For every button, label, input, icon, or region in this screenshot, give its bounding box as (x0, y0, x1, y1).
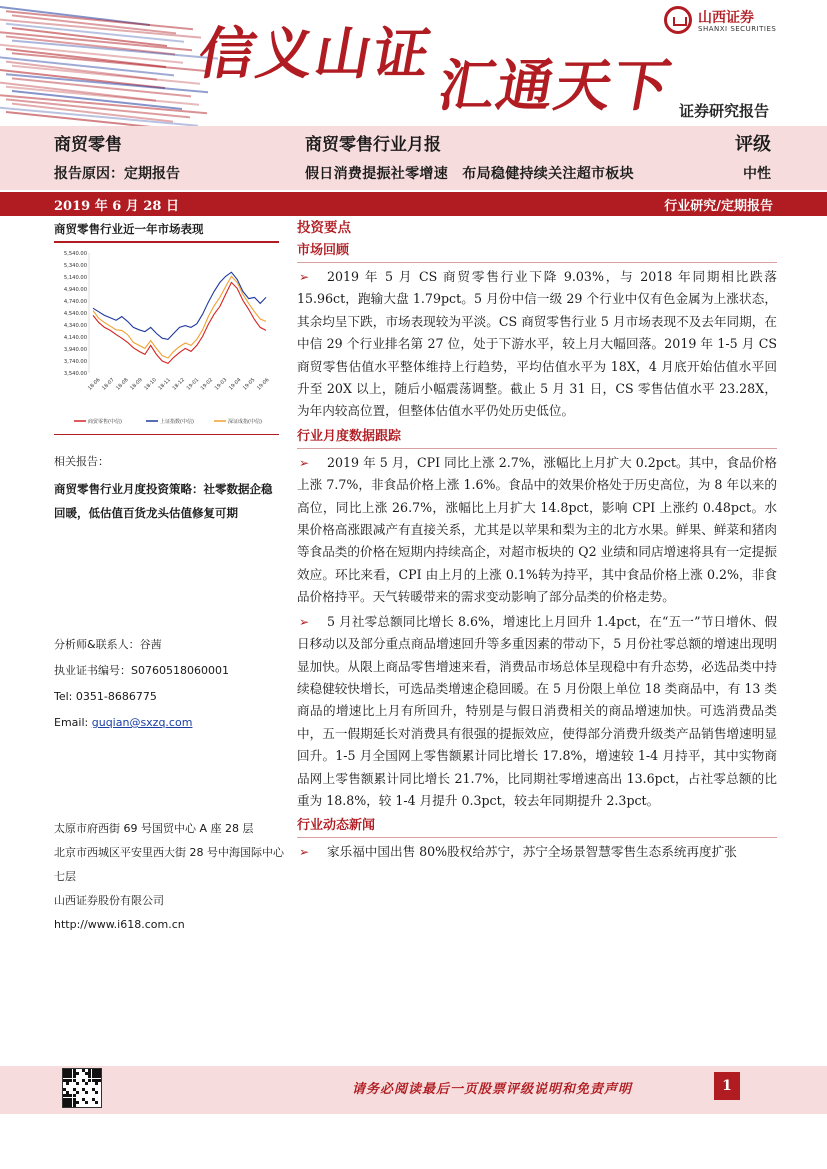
sector-name: 商贸零售 (54, 135, 122, 155)
y-tick-label: 3,940.00 (63, 347, 87, 353)
analyst-info (54, 632, 279, 736)
x-tick-label: 19-06 (256, 377, 271, 392)
news-item: ➢ 家乐福中国出售 80%股权给苏宁，苏宁全场景智慧零售生态系统再度扩张 (297, 841, 777, 863)
market-performance-chart (54, 245, 279, 435)
x-tick-label: 19-05 (241, 377, 257, 392)
y-tick-label: 4,140.00 (63, 335, 87, 341)
series-line (93, 272, 266, 339)
x-tick-label: 18-12 (171, 377, 187, 392)
report-reason: 报告原因：定期报告 (54, 166, 180, 182)
bullet-arrow-icon: ➢ (299, 845, 310, 860)
market-review-paragraph: ➢ 2019 年 5 月 CS 商贸零售行业下降 9.03%，与 2018 年同期相比跌落 15.96ct，跑输大盘 1.79pct。5 月份中信一级 29 个行业中仅有色金属为上涨状态，其余均呈下跌，市场表现较为平淡。CS 商贸零售行业 5 月市场表现不及去年同期，在中信 29 个行业排名第 27 位，处于下游水平，较上月大幅回落。2019 年 1-5 月 CS 商贸零售估值水平整体维持上行趋势，平均估值水平为 18X，4 月底开始估值水平回升至 20X 以上，随后小幅震荡调整。截止 5 月 31 日，CS 零售估值水平 23.28X，为年内较高位置，但整体估值水平仍处历史低位。 (297, 266, 777, 423)
address-beijing: 北京市西城区平安里西大街 28 号中海国际中心七层 (54, 846, 284, 883)
section-monthly-data-title: 行业月度数据跟踪 (297, 425, 777, 449)
y-tick-label: 5,540.00 (63, 251, 87, 257)
x-tick-label: 19-03 (213, 377, 229, 392)
x-tick-label: 18-06 (87, 377, 102, 392)
page-number: 1 (714, 1072, 740, 1100)
investment-highlights-heading: 投资要点 (297, 220, 351, 236)
bullet-arrow-icon: ➢ (299, 614, 310, 629)
logo-english-name: SHANXI SECURITIES (698, 25, 777, 33)
rating-label: 评级 (735, 134, 771, 155)
analyst-certificate: 执业证书编号：S0760518060001 (54, 664, 229, 677)
logo-mark-icon (664, 6, 692, 34)
y-tick-label: 4,340.00 (63, 323, 87, 329)
section-market-review-title: 市场回顾 (297, 239, 777, 263)
main-content (297, 218, 777, 864)
related-reports (54, 453, 279, 525)
report-category: 行业研究/定期报告 (664, 199, 773, 214)
bullet-arrow-icon: ➢ (299, 270, 310, 284)
report-subtitle: 假日消费提振社零增速 布局稳健持续关注超市板块 (305, 166, 634, 182)
x-tick-label: 19-02 (199, 377, 215, 392)
header-banner (0, 0, 827, 126)
y-tick-label: 4,940.00 (63, 287, 87, 293)
legend-label: 深证成指(中信) (228, 419, 262, 425)
logo-chinese-name: 山西证券 (698, 10, 754, 26)
analyst-phone: Tel: 0351-8686775 (54, 690, 157, 703)
company-website[interactable]: http://www.i618.com.cn (54, 918, 185, 931)
series-line (93, 282, 266, 363)
x-tick-label: 18-07 (101, 377, 116, 392)
legend-label: 上证指数(中信) (160, 419, 194, 425)
related-report-link[interactable]: 商贸零售行业月度投资策略：社零数据企稳回暖，低估值百货龙头估值修复可期 (54, 482, 273, 520)
y-tick-label: 5,140.00 (63, 275, 87, 281)
x-tick-label: 18-10 (143, 377, 158, 392)
report-title: 商贸零售行业月报 (305, 135, 441, 155)
rating-value: 中性 (743, 166, 771, 182)
slogan-part-one: 信义山证 (193, 21, 438, 87)
x-tick-label: 18-08 (115, 377, 130, 392)
slogan-part-two: 汇通天下 (433, 53, 678, 119)
section-industry-news-title: 行业动态新闻 (297, 814, 777, 838)
retail-sales-paragraph: ➢ 5 月社零总额同比增长 8.6%，增速比上月回升 1.4pct，在“五一”节日增休、假日移动以及部分重点商品增速回升等多重因素的带动下，5 月份社零总额的增速出现明显加快。从限上商品零售增速来看，消费品市场总体呈现稳中有升态势，必选品类中持续稳健较快增长，可选品类增速企稳回暖。在 5 月份限上单位 18 类商品中，有 13 类商品的增速比上月有所回升，特别是与假日消费相关的商品增速加快。可选消费品类中，五一假期延长对消费具有很强的提振效应，使得部分消费升级类产品销售增速明显回升。1-5 月全国网上零售额累计同比增长 17.8%，增速较 1-4 月持平，其中实物商品网上零售额累计同比增长 21.7%，比同期社零增速高出 13.6pct，占社零总额的比重为 18.8%，较 1-4 月提升 0.3pct，较去年同期提升 2.3pct。 (297, 611, 777, 813)
analyst-email-link[interactable]: guqian@sxzq.com (91, 716, 193, 729)
x-tick-label: 19-04 (227, 377, 243, 392)
bullet-arrow-icon: ➢ (299, 455, 310, 470)
related-reports-heading: 相关报告： (54, 455, 109, 468)
y-tick-label: 3,540.00 (63, 371, 87, 377)
x-tick-label: 18-09 (129, 377, 144, 392)
left-sidebar (54, 218, 279, 435)
x-tick-label: 18-11 (157, 377, 172, 392)
company-name: 山西证券股份有限公司 (54, 894, 164, 907)
report-type-label: 证券研究报告 (678, 102, 769, 120)
y-tick-label: 4,540.00 (63, 311, 87, 317)
chart-title: 商贸零售行业近一年市场表现 (54, 218, 279, 243)
company-logo (664, 6, 814, 38)
company-address (54, 817, 284, 937)
address-taiyuan: 太原市府西街 69 号国贸中心 A 座 28 层 (54, 822, 254, 835)
x-tick-label: 19-01 (185, 377, 201, 392)
chart-canvas (54, 245, 279, 435)
y-tick-label: 4,740.00 (63, 299, 87, 305)
qr-code-icon (62, 1068, 102, 1108)
title-band (0, 126, 827, 190)
report-date: 2019 年 6 月 28 日 (54, 199, 179, 214)
analyst-name: 分析师&联系人：谷茜 (54, 638, 162, 651)
y-tick-label: 3,740.00 (63, 359, 87, 365)
cpi-paragraph: ➢ 2019 年 5 月，CPI 同比上涨 2.7%，涨幅比上月扩大 0.2pct。其中，食品价格上涨 7.7%，非食品价格上涨 1.6%。食品中的效果价格处于历史高位，为 8 年以来的高位，同比上涨 26.7%，涨幅比上月扩大 14.8pct，影响 CPI 上涨约 0.48pct。水果价格高涨跟减产有直接关系，尤其是以苹果和梨为主的北方水果。鲜果、鲜菜和猪肉等食品类的价格在短期内持续高企，对超市板块的 Q2 业绩和同店增速将具有一定提振效应。环比来看，CPI 由上月的上涨 0.1%转为持平，其中食品价格上涨 0.2%，非食品价格持平。天气转暖带来的需求变动影响了部分品类的价格走势。 (297, 452, 777, 609)
date-bar (0, 192, 827, 216)
disclaimer-notice: 请务必阅读最后一页股票评级说明和免责声明 (352, 1082, 633, 1097)
legend-label: 商贸零售(中信) (88, 419, 122, 425)
series-line (93, 276, 266, 358)
y-tick-label: 5,340.00 (63, 263, 87, 269)
analyst-email-row (54, 710, 279, 736)
email-label: Email: (54, 716, 92, 729)
